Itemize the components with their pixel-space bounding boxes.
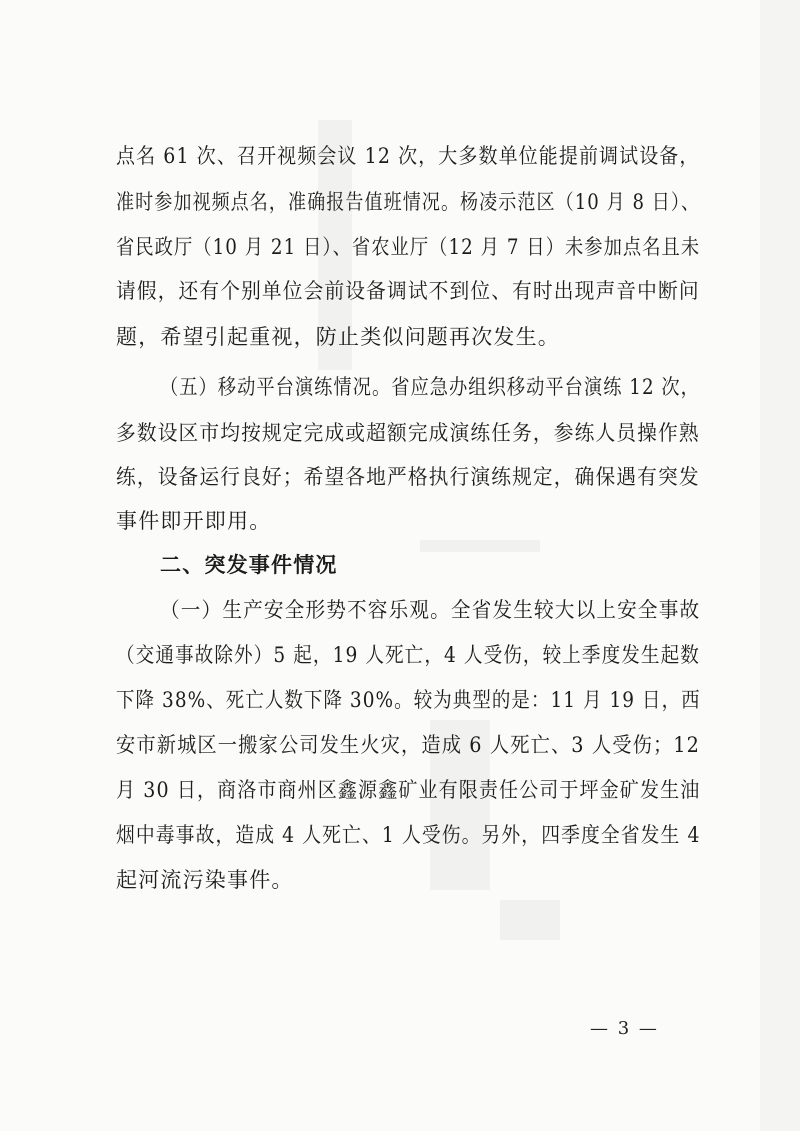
body-text-line: 省民政厅（10 月 21 日）、省农业厅（12 月 7 日）未参加点名且未 bbox=[116, 235, 701, 259]
body-text-line: 请假，还有个别单位会前设备调试不到位、有时出现声音中断问 bbox=[116, 279, 700, 303]
body-text-line: 事件即开即用。 bbox=[116, 509, 272, 533]
body-text-line: 烟中毒事故，造成 4 人死亡、1 人受伤。另外，四季度全省发生 4 bbox=[116, 823, 701, 847]
page-number: — 3 — bbox=[590, 1018, 659, 1039]
body-text-line: 题，希望引起重视，防止类似问题再次发生。 bbox=[116, 325, 560, 349]
section-heading: 二、突发事件情况 bbox=[160, 552, 338, 577]
body-text-line: 起河流污染事件。 bbox=[116, 868, 294, 892]
bleed-through-mark bbox=[500, 900, 560, 940]
body-text-line: （交通事故除外）5 起，19 人死亡，4 人受伤，较上季度发生起数 bbox=[116, 643, 700, 667]
paragraph-start-line: （一）生产安全形势不容乐观。全省发生较大以上安全事故 bbox=[160, 598, 701, 622]
body-text-line: 月 30 日，商洛市商州区鑫源鑫矿业有限责任公司于坪金矿发生油 bbox=[116, 778, 701, 802]
body-text-line: 多数设区市均按规定完成或超额完成演练任务，参练人员操作熟 bbox=[116, 421, 700, 445]
body-text-line: 准时参加视频点名，准确报告值班情况。杨凌示范区（10 月 8 日）、 bbox=[116, 190, 701, 214]
body-text-line: 安市新城区一搬家公司发生火灾，造成 6 人死亡、3 人受伤；12 bbox=[116, 733, 701, 757]
page-edge-shadow bbox=[760, 0, 800, 1131]
body-text-line: 练，设备运行良好；希望各地严格执行演练规定，确保遇有突发 bbox=[116, 465, 700, 489]
body-text-line: 点名 61 次、召开视频会议 12 次，大多数单位能提前调试设备， bbox=[116, 144, 700, 168]
bleed-through-mark bbox=[420, 540, 540, 552]
paragraph-start-line: （五）移动平台演练情况。省应急办组织移动平台演练 12 次， bbox=[160, 375, 700, 399]
body-text-line: 下降 38%、死亡人数下降 30%。较为典型的是：11 月 19 日，西 bbox=[116, 688, 701, 712]
